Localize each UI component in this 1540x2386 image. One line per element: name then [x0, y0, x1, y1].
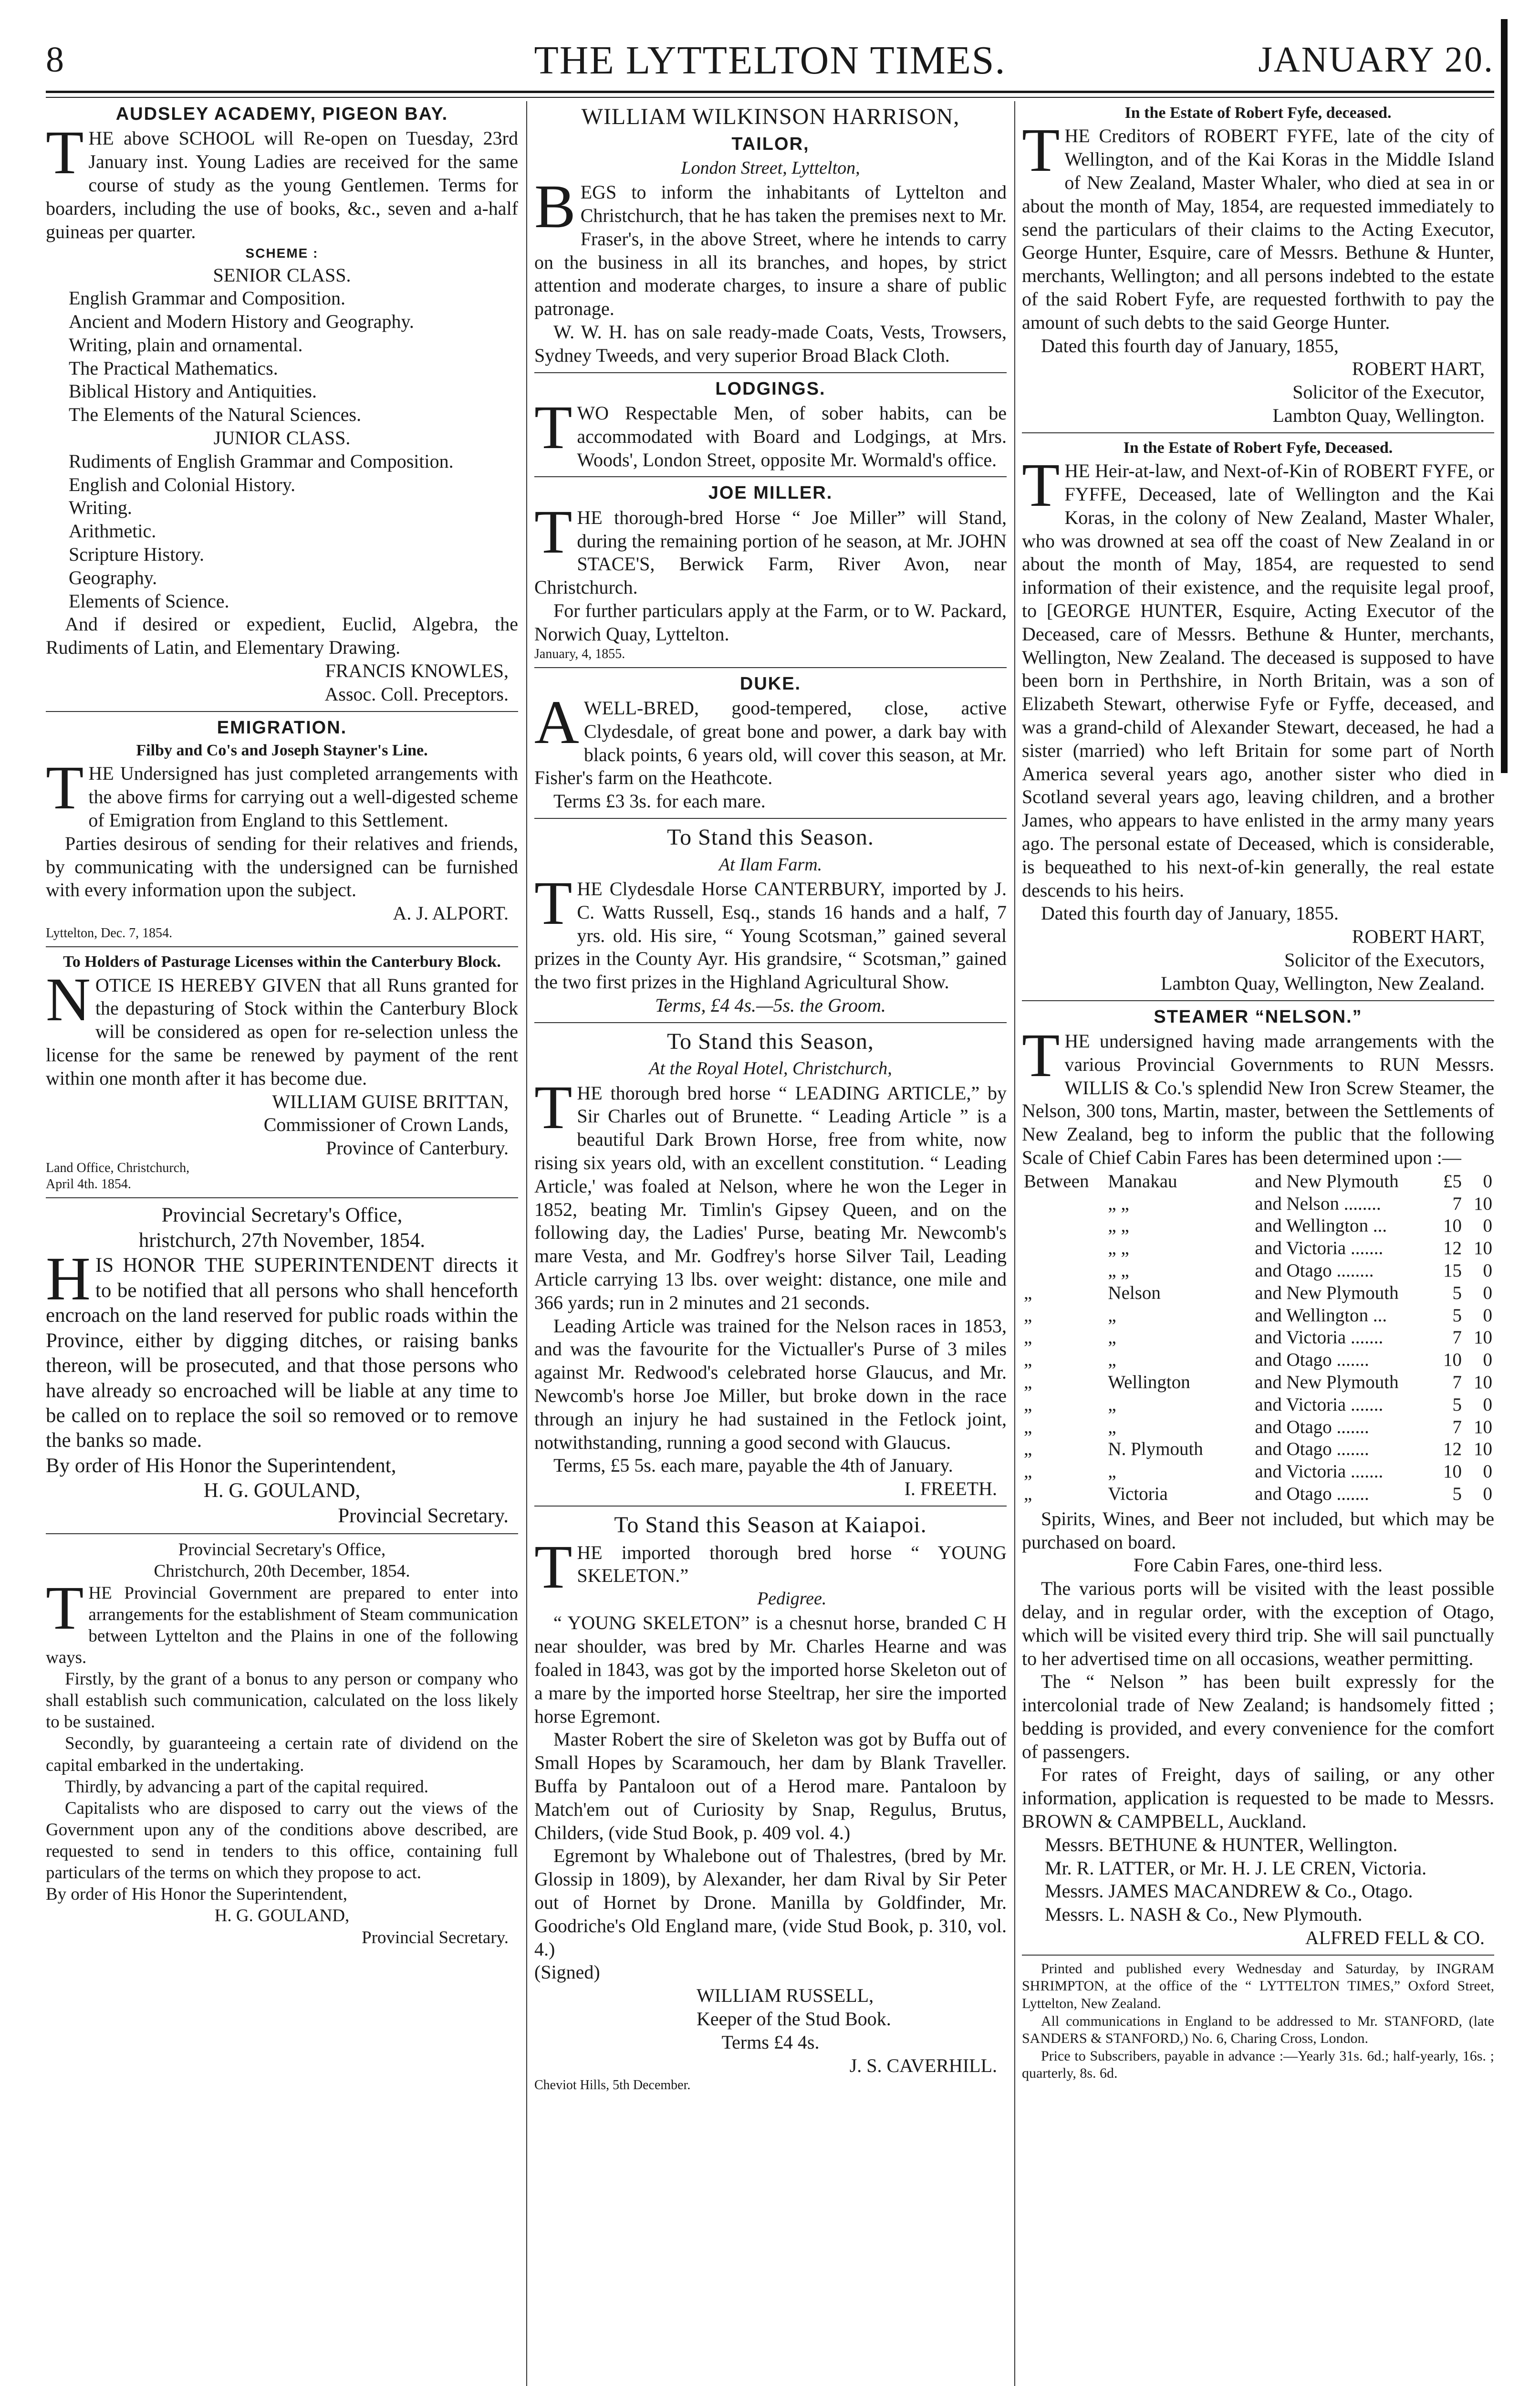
ad-body: HIS HONOR THE SUPERINTENDENT directs it to be notified that all persons who shall henceforth encroach on the land reserved for public roads within the Province, either by digging ditches, or raising banks thereon, will be prosecuted, and that those persons who have already so encroached will be liable at any time to be called on to replace the soil so removed or to remove the banks so made.	[46, 1245, 518, 1452]
masthead	[46, 33, 1494, 86]
dated-line: Dated this fourth day of January, 1855,	[1041, 335, 1339, 356]
ad-heading: To Holders of Pasturage Licenses within the Canterbury Block.	[63, 953, 501, 971]
dateline: January, 4, 1855.	[534, 646, 625, 661]
order-line: By order of His Honor the Superintendent,	[46, 1454, 396, 1477]
signature-title: Keeper of the Stud Book.	[697, 2008, 891, 2030]
signature: WILLIAM RUSSELL,	[697, 1985, 874, 2007]
ad-body: For rates of Freight, days of sailing, or any other information, application is requested to be made to Messrs. BROWN & CAMPBELL, Auckland.	[1022, 1764, 1494, 1832]
fare-shillings: 0	[1483, 1305, 1492, 1326]
ad-body: Secondly, by guaranteeing a certain rate of dividend on the capital embarked in the undertaking.	[46, 1734, 518, 1775]
list-item: English and Colonial History.	[69, 473, 296, 495]
fare-pounds: 10	[1443, 1215, 1462, 1236]
fare-from: Nelson	[1108, 1282, 1161, 1303]
ad-terms: Terms, £4 4s.—5s. the Groom.	[655, 994, 886, 1016]
fare-from: N. Plymouth	[1108, 1439, 1203, 1460]
fare-prefix: „	[1024, 1416, 1032, 1437]
fare-to: and Otago .......	[1255, 1439, 1369, 1460]
fare-to: and Wellington ...	[1255, 1215, 1387, 1236]
signature: FRANCIS KNOWLES,	[325, 660, 509, 682]
divider	[534, 1022, 1007, 1023]
fare-pounds: 7	[1452, 1193, 1462, 1214]
fare-prefix: „	[1024, 1371, 1032, 1392]
fare-from: „	[1108, 1350, 1116, 1371]
fare-to: and Nelson ........	[1255, 1193, 1381, 1214]
fare-to: and Otago .......	[1255, 1483, 1369, 1504]
ad-trade: TAILOR,	[731, 134, 810, 154]
page-edge-bar	[1501, 19, 1508, 773]
fare-to: and Victoria .......	[1255, 1461, 1384, 1482]
fare-from: „ „	[1108, 1260, 1129, 1281]
ad-heading: JOE MILLER.	[708, 483, 833, 503]
fare-prefix	[1022, 1193, 1106, 1215]
ad-body: THE above SCHOOL will Re-open on Tuesday, 23rd January inst. Young Ladies are received for the same course of study as the young Gentlemen. Terms for boarders, including the use of books, &c., seven and a-half guineas per quarter.	[46, 118, 518, 242]
fare-to: and Otago ........	[1255, 1260, 1374, 1281]
signature-title: Lambton Quay, Wellington, New Zealand.	[1161, 972, 1485, 994]
signature: WILLIAM GUISE BRITTAN,	[272, 1090, 509, 1112]
list-item: Geography.	[69, 566, 157, 588]
fare-shillings: 0	[1483, 1282, 1492, 1303]
fare-shillings: 10	[1474, 1371, 1492, 1392]
ad-body: THE Provincial Government are prepared to enter into arrangements for the establishment of Steam communication between Lyttelton and the Plains in one of the following ways.	[46, 1573, 518, 1667]
list-item: Biblical History and Antiquities.	[69, 380, 317, 402]
column-rule	[1014, 101, 1015, 2386]
signature: ROBERT HART,	[1352, 926, 1485, 948]
order-line: By order of His Honor the Superintendent,	[46, 1884, 347, 1905]
imprint-text: All communications in England to be addressed to Mr. STANFORD, (late SANDERS & STANFORD,) No. 6, Charing Cross, London.	[1022, 2013, 1494, 2047]
list-item: Writing, plain and ornamental.	[69, 334, 303, 356]
signature-title: Solicitor of the Executors,	[1284, 949, 1485, 971]
fare-from: „	[1108, 1461, 1116, 1482]
fare-prefix: „	[1024, 1282, 1032, 1303]
fare-from: „	[1108, 1305, 1116, 1326]
ad-audsley-academy	[46, 103, 518, 706]
fare-pounds: 5	[1452, 1394, 1462, 1415]
list-item: Arithmetic.	[69, 520, 156, 542]
ad-heading: DUKE.	[739, 673, 801, 694]
ad-body: Capitalists who are disposed to carry out the views of the Government upon any of the conditions above described, are requested to send in tenders to this office, containing full particulars of the terms on which they propose to act.	[46, 1798, 518, 1883]
dated-line: Dated this fourth day of January, 1855.	[1041, 902, 1339, 924]
fare-to: and Wellington ...	[1255, 1305, 1387, 1326]
fare-row	[1022, 1349, 1494, 1371]
ad-body: BEGS to inform the inhabitants of Lyttelton and Christchurch, that he has taken the premises next to Mr. Fraser's, in the above Street, where he intends to carry on the business in all its branches, and hopes, by strict attention and moderate charges, to insure a share of public patronage.	[534, 172, 1007, 320]
pedigree-heading: Pedigree.	[757, 1589, 827, 1609]
fare-shillings: 10	[1474, 1416, 1492, 1437]
list-item: Writing.	[69, 497, 132, 519]
imprint-text: Printed and published every Wednesday and Saturday, by INGRAM SHRIMPTON, at the office of the “ LYTTELTON TIMES,” Oxford Street, Lyttelton, New Zealand.	[1022, 1960, 1494, 2012]
ad-terms: Terms £4 4s.	[721, 2031, 820, 2053]
fare-shillings: 0	[1483, 1215, 1492, 1236]
ad-harrison-tailor	[534, 103, 1007, 367]
ad-address: London Street, Lyttelton,	[681, 157, 860, 178]
fare-pounds: 15	[1443, 1260, 1462, 1281]
signature: I. FREETH.	[904, 1478, 997, 1500]
fare-row	[1022, 1171, 1494, 1193]
list-item: Elements of Science.	[69, 590, 229, 612]
divider	[534, 1506, 1007, 1507]
fare-pounds: 7	[1452, 1416, 1462, 1437]
page-number: 8	[46, 40, 64, 80]
ad-body: TWO Respectable Men, of sober habits, can be accommodated with Board and Lodgings, at Mrs. Woods', London Street, opposite Mr. Wormald's office.	[534, 393, 1007, 471]
ad-heading: In the Estate of Robert Fyfe, deceased.	[1124, 104, 1392, 122]
signature-title: Provincial Secretary.	[338, 1504, 509, 1527]
ad-body: THE Clydesdale Horse CANTERBURY, imported by J. C. Watts Russell, Esq., stands 16 hands and a half, 7 yrs. old. His sire, “ Young Scotsman,” gained several prizes in the County Ayr. His grandsire, “ Scotsman,” gained the two first prizes in the Highland Agricultural Show.	[534, 869, 1007, 993]
fare-row	[1022, 1327, 1494, 1349]
fare-shillings: 10	[1474, 1193, 1492, 1214]
agent-line: Mr. R. LATTER, or Mr. H. J. LE CREN, Victoria.	[1045, 1857, 1427, 1879]
office-line: Provincial Secretary's Office,	[178, 1540, 386, 1560]
column-right	[1022, 101, 1494, 2386]
fare-row	[1022, 1461, 1494, 1483]
ad-closing: And if desired or expedient, Euclid, Algebra, the Rudiments of Latin, and Elementary Drawing.	[46, 613, 518, 659]
fare-to: and Victoria .......	[1255, 1394, 1384, 1415]
fare-pounds: 10	[1443, 1461, 1462, 1482]
fare-pounds: 5	[1452, 1483, 1462, 1504]
list-item: The Practical Mathematics.	[69, 357, 278, 379]
fare-shillings: 0	[1483, 1461, 1492, 1482]
fare-from: „ „	[1108, 1238, 1129, 1259]
fare-pounds: 7	[1452, 1327, 1462, 1348]
fare-prefix: „	[1024, 1350, 1032, 1371]
ad-superintendent-notice	[46, 1203, 518, 1528]
signature-title: Province of Canterbury.	[326, 1137, 509, 1159]
signature: H. G. GOULAND,	[214, 1906, 350, 1926]
agent-line: Messrs. BETHUNE & HUNTER, Wellington.	[1045, 1833, 1398, 1855]
date-line: hristchurch, 27th November, 1854.	[138, 1229, 426, 1252]
fare-to: and New Plymouth	[1255, 1171, 1399, 1192]
ad-heading: EMIGRATION.	[217, 717, 347, 738]
divider	[46, 946, 518, 947]
fare-row	[1022, 1193, 1494, 1215]
fares-table	[1022, 1171, 1494, 1506]
fare-to: and Otago .......	[1255, 1416, 1369, 1437]
list-item: English Grammar and Composition.	[69, 287, 345, 309]
dateline: Cheviot Hills, 5th December.	[534, 2078, 691, 2093]
fare-shillings: 0	[1483, 1350, 1492, 1371]
ad-canterbury-horse	[534, 824, 1007, 1017]
ad-body: THE Creditors of ROBERT FYFE, late of the city of Wellington, and of the Kai Koras in the Middle Island of New Zealand, Master Whaler, who died at sea in or about the month of May, 1854, are requested immediately to send the particulars of their claims to the Acting Executor, George Hunter, Esquire, care of Messrs. Bethune & Hunter, merchants, Wellington; and all persons indebted to the estate of the said Robert Fyfe, are requested forthwith to pay the amount of such debts to the said George Hunter.	[1022, 116, 1494, 333]
fare-row	[1022, 1215, 1494, 1237]
scheme-heading: SCHEME :	[245, 246, 319, 261]
dateline: Land Office, Christchurch,	[46, 1161, 190, 1176]
senior-class-heading: SENIOR CLASS.	[213, 264, 351, 286]
column-left	[46, 101, 518, 2386]
ad-joe-miller	[534, 482, 1007, 662]
fare-row	[1022, 1305, 1494, 1327]
fare-row	[1022, 1483, 1494, 1506]
ad-lodgings	[534, 378, 1007, 472]
fare-row	[1022, 1371, 1494, 1394]
fare-to: and Victoria .......	[1255, 1238, 1384, 1259]
agent-name: J. S. CAVERHILL.	[849, 2054, 997, 2076]
date-line: Christchurch, 20th December, 1854.	[154, 1561, 410, 1581]
ad-subheading: Filby and Co's and Joseph Stayner's Line.	[136, 742, 428, 759]
ad-body: “ YOUNG SKELETON” is a chesnut horse, branded C H near shoulder, was bred by Mr. Charles Hearne and was foaled in 1843, was got by the imported horse Skeleton out of a mare by the imported horse Steeltrap, her sire the imported horse Egremont.	[534, 1612, 1007, 1727]
newspaper-title: THE LYTTELTON TIMES.	[534, 38, 1006, 83]
signature-title: Lambton Quay, Wellington.	[1272, 405, 1485, 427]
signature-title: Provincial Secretary.	[362, 1927, 509, 1947]
signature: ROBERT HART,	[1352, 358, 1485, 380]
signed-label: (Signed)	[534, 1961, 600, 1983]
ad-terms: Terms, £5 5s. each mare, payable the 4th of January.	[553, 1455, 953, 1476]
ad-body: Fore Cabin Fares, one-third less.	[1133, 1554, 1383, 1576]
fare-from: „ „	[1108, 1215, 1129, 1236]
ad-body: THE thorough-bred Horse “ Joe Miller” will Stand, during the remaining portion of he season, at Mr. JOHN STACE'S, Berwick Farm, River Avon, near Christchurch.	[534, 497, 1007, 598]
agent-line: Messrs. L. NASH & Co., New Plymouth.	[1045, 1904, 1363, 1926]
signature: H. G. GOULAND,	[203, 1479, 361, 1502]
fare-pounds: 5	[1452, 1282, 1462, 1303]
fare-pounds: 12	[1443, 1439, 1462, 1460]
ad-body: The “ Nelson ” has been built expressly for the intercolonial trade of New Zealand; is handsomely fitted ; bedding is provided, and every convenience for the comfort of passengers.	[1022, 1671, 1494, 1762]
divider	[1022, 432, 1494, 433]
office-line: Provincial Secretary's Office,	[161, 1204, 403, 1227]
divider	[46, 711, 518, 712]
list-item: Scripture History.	[69, 544, 205, 565]
fare-row	[1022, 1416, 1494, 1439]
junior-class-heading: JUNIOR CLASS.	[213, 427, 351, 449]
ad-duke	[534, 673, 1007, 813]
ad-fyfe-creditors	[1022, 103, 1494, 428]
ad-heading: To Stand this Season at Kaiapoi.	[614, 1512, 927, 1538]
fare-from: „	[1108, 1394, 1116, 1415]
fare-prefix	[1022, 1260, 1106, 1282]
ad-body: THE Heir-at-law, and Next-of-Kin of ROBERT FYFE, or FYFFE, Deceased, late of Wellington and the Kai Koras, in the colony of New Zealand, Master Whaler, who was drowned at sea off the coast of New Zealand in or about the month of May, 1854, are requested to send information of their existence, and the requisite legal proof, to [GEORGE HUNTER, Esquire, Acting Executor of the Deceased, care of Messrs. Bethune & Hunter, merchants, Wellington, New Zealand. The deceased is supposed to have been born in Perthshire, in North Britain, was a son of Elizabeth Stewart, otherwise Fyfe or Fyffe, deceased, and was a grand-child of Alexander Stewart, deceased, he had a sister (married) who left Britain for some part of North America several years ago, another sister who died in Scotland several years ago, leaving children, and a brother James, who appears to have enlisted in the army many years ago. The personal estate of Deceased, which is considerable, is bequeathed to his next-of-kin generally, the real estate descends to his heirs.	[1022, 451, 1494, 901]
masthead-rule	[46, 91, 1494, 98]
ad-body: NOTICE IS HEREBY GIVEN that all Runs granted for the depasturing of Stock within the Canterbury Block will be considered as open for re-selection unless the license for the same be renewed by payment of the rent within one month after it has become due.	[46, 965, 518, 1089]
fare-from: „	[1108, 1327, 1116, 1348]
divider	[534, 818, 1007, 819]
ad-body: THE undersigned having made arrangements with the various Provincial Governments to RUN Messrs. WILLIS & Co.'s splendid New Iron Screw Steamer, the Nelson, 300 tons, Martin, master, between the Settlements of New Zealand, beg to inform the public that the following Scale of Chief Cabin Fares has been determined upon :—	[1022, 1021, 1494, 1168]
divider	[534, 476, 1007, 477]
fare-prefix: „	[1024, 1327, 1032, 1348]
imprint-text: Price to Subscribers, payable in advance :—Yearly 31s. 6d.; half-yearly, 16s. ; quarterly, 8s. 6d.	[1022, 2048, 1494, 2082]
issue-date: JANUARY 20.	[1258, 40, 1494, 80]
divider	[46, 1533, 518, 1534]
fare-prefix: „	[1024, 1439, 1032, 1460]
ad-steam-communication	[46, 1539, 518, 1948]
ad-fyfe-heirs	[1022, 438, 1494, 995]
ad-body: The various ports will be visited with the least possible delay, and in regular order, with the exception of Otago, which will be visited every third trip. She will sail punctually to her advertised time on all occasions, weather permitting.	[1022, 1578, 1494, 1669]
fare-from: Victoria	[1108, 1483, 1168, 1504]
fare-row	[1022, 1237, 1494, 1260]
ad-body: Master Robert the sire of Skeleton was got by Buffa out of Small Hopes by Scaramouch, her dam by Blank Traveller. Buffa by Pantaloon out of a Herod mare. Pantaloon by Match'em out of Curiosity by Snap, Regulus, Brutus, Childers, (vide Stud Book, p. 409 vol. 4.)	[534, 1728, 1007, 1843]
fare-shillings: 10	[1474, 1327, 1492, 1348]
signature: ALFRED FELL & CO.	[1305, 1927, 1485, 1949]
fare-shillings: 0	[1483, 1260, 1492, 1281]
divider	[534, 667, 1007, 668]
ad-body: Spirits, Wines, and Beer not included, but which may be purchased on board.	[1022, 1507, 1494, 1553]
fare-prefix: „	[1024, 1483, 1032, 1504]
fare-to: and New Plymouth	[1255, 1371, 1399, 1392]
ad-body: AWELL-BRED, good-tempered, close, active Clydesdale, of great bone and power, a dark bay with black points, 6 years old, will cover this season, at Mr. Fisher's farm on the Heathcote.	[534, 688, 1007, 789]
ad-leading-article	[534, 1028, 1007, 1501]
ad-body: Egremont by Whalebone out of Thalestres, (bred by Mr. Glossip in 1809), by Alexander, her dam Rival by Sir Peter out of Hornet by Drone. Manilla by Goldfinder, Mr. Goodriche's Old England mare, (vide Stud Book, p. 310, vol. 4.)	[534, 1845, 1007, 1960]
ad-emigration	[46, 717, 518, 942]
ad-body: THE thorough bred horse “ LEADING ARTICLE,” by Sir Charles out of Brunette. “ Leading Article ” is a beautiful Dark Brown Horse, free from white, now rising six years old, with an excellent constitution. “ Leading Article,' was foaled at Nelson, where he won the Leger in 1852, beating Mr. Timlin's Gipsey Queen, and on the following day, the Ladies' Purse, beating Mr. Newcomb's mare Vesta, and Mr. Godfrey's horse Silver Tail, Leading Article carrying 13 lbs. over weight: distance, one mile and 366 yards; run in 2 minutes and 21 seconds.	[534, 1073, 1007, 1313]
list-item: Rudiments of English Grammar and Composition.	[69, 450, 454, 472]
agent-line: Messrs. JAMES MACANDREW & Co., Otago.	[1045, 1880, 1413, 1902]
dateline: April 4th. 1854.	[46, 1177, 131, 1192]
fare-shillings: 0	[1483, 1394, 1492, 1415]
ad-body: THE imported thorough bred horse “ YOUNG SKELETON.”	[534, 1532, 1007, 1601]
fare-row	[1022, 1394, 1494, 1416]
ad-heading: To Stand this Season.	[667, 825, 874, 850]
fare-prefix	[1022, 1215, 1106, 1237]
fare-shillings: 0	[1483, 1483, 1492, 1504]
signature-title: Commissioner of Crown Lands,	[263, 1114, 509, 1136]
ad-subheading: At Ilam Farm.	[718, 854, 822, 875]
fare-pounds: 5	[1452, 1305, 1462, 1326]
ad-body: Parties desirous of sending for their relatives and friends, by communicating with the undersigned can be furnished with every information upon the subject.	[46, 832, 518, 901]
fare-prefix: „	[1024, 1461, 1032, 1482]
ad-steamer-nelson	[1022, 1006, 1494, 1950]
ad-body: Leading Article was trained for the Nelson races in 1853, and was the favourite for the Victualler's Purse of 3 miles against Mr. Redwood's celebrated horse Glaucus, and Mr. Newcomb's horse Joe Miller, but broke down in the race through an injury he had sustained in the Fetlock joint, notwithstanding, running a good second with Glaucus.	[534, 1315, 1007, 1453]
ad-heading: In the Estate of Robert Fyfe, Deceased.	[1123, 439, 1393, 457]
fare-pounds: 10	[1443, 1350, 1462, 1371]
ad-heading: To Stand this Season,	[667, 1028, 874, 1054]
dateline: Lyttelton, Dec. 7, 1854.	[46, 926, 173, 941]
fare-from: „	[1108, 1416, 1116, 1437]
fare-row	[1022, 1438, 1494, 1461]
ad-heading: LODGINGS.	[715, 378, 826, 399]
fare-pounds: £5	[1443, 1171, 1462, 1192]
fare-from: Wellington	[1108, 1371, 1190, 1392]
ad-body: Thirdly, by advancing a part of the capital required.	[65, 1777, 428, 1797]
fare-row	[1022, 1260, 1494, 1282]
fare-prefix: „	[1024, 1305, 1032, 1326]
divider	[1022, 1955, 1494, 1956]
list-item: The Elements of the Natural Sciences.	[69, 404, 362, 426]
divider	[1022, 1000, 1494, 1001]
signature-title: Assoc. Coll. Preceptors.	[324, 683, 509, 705]
fare-prefix: „	[1024, 1394, 1032, 1415]
fare-to: and New Plymouth	[1255, 1282, 1399, 1303]
ad-young-skeleton	[534, 1511, 1007, 2094]
fare-pounds: 7	[1452, 1371, 1462, 1392]
fare-shillings: 0	[1483, 1171, 1492, 1192]
fare-to: and Otago .......	[1255, 1350, 1369, 1371]
imprint	[1022, 1960, 1494, 2083]
fare-pounds: 12	[1443, 1238, 1462, 1259]
list-item: Ancient and Modern History and Geography.	[69, 311, 414, 333]
fare-from: Manakau	[1108, 1171, 1177, 1192]
fare-shillings: 10	[1474, 1238, 1492, 1259]
fare-to: and Victoria .......	[1255, 1327, 1384, 1348]
divider	[46, 1197, 518, 1198]
ad-heading: AUDSLEY ACADEMY, PIGEON BAY.	[115, 104, 448, 124]
ad-body: W. W. H. has on sale ready-made Coats, Vests, Trowsers, Sydney Tweeds, and very superior Broad Black Cloth.	[534, 321, 1007, 366]
signature: A. J. ALPORT.	[393, 902, 509, 924]
ad-heading: WILLIAM WILKINSON HARRISON,	[581, 104, 960, 129]
fare-row	[1022, 1282, 1494, 1305]
signature-title: Solicitor of the Executor,	[1292, 381, 1485, 403]
ad-pasturage-licenses	[46, 952, 518, 1193]
fare-from: „ „	[1108, 1193, 1129, 1214]
ad-body: THE Undersigned has just completed arrangements with the above firms for carrying out a well-digested scheme of Emigration from England to this Settlement.	[46, 753, 518, 831]
ad-terms: Terms £3 3s. for each mare.	[553, 790, 766, 812]
fare-shillings: 10	[1474, 1439, 1492, 1460]
column-rule	[526, 101, 527, 2386]
ad-heading: STEAMER “NELSON.”	[1154, 1006, 1363, 1027]
column-middle	[534, 101, 1007, 2386]
divider	[534, 372, 1007, 373]
fare-prefix	[1022, 1237, 1106, 1260]
ad-body: Firstly, by the grant of a bonus to any person or company who shall establish such communication, calculated on the loss likely to be sustained.	[46, 1669, 518, 1732]
ad-subheading: At the Royal Hotel, Christchurch,	[649, 1058, 892, 1079]
ad-body: For further particulars apply at the Farm, or to W. Packard, Norwich Quay, Lyttelton.	[534, 599, 1007, 645]
fare-prefix: Between	[1024, 1171, 1089, 1192]
